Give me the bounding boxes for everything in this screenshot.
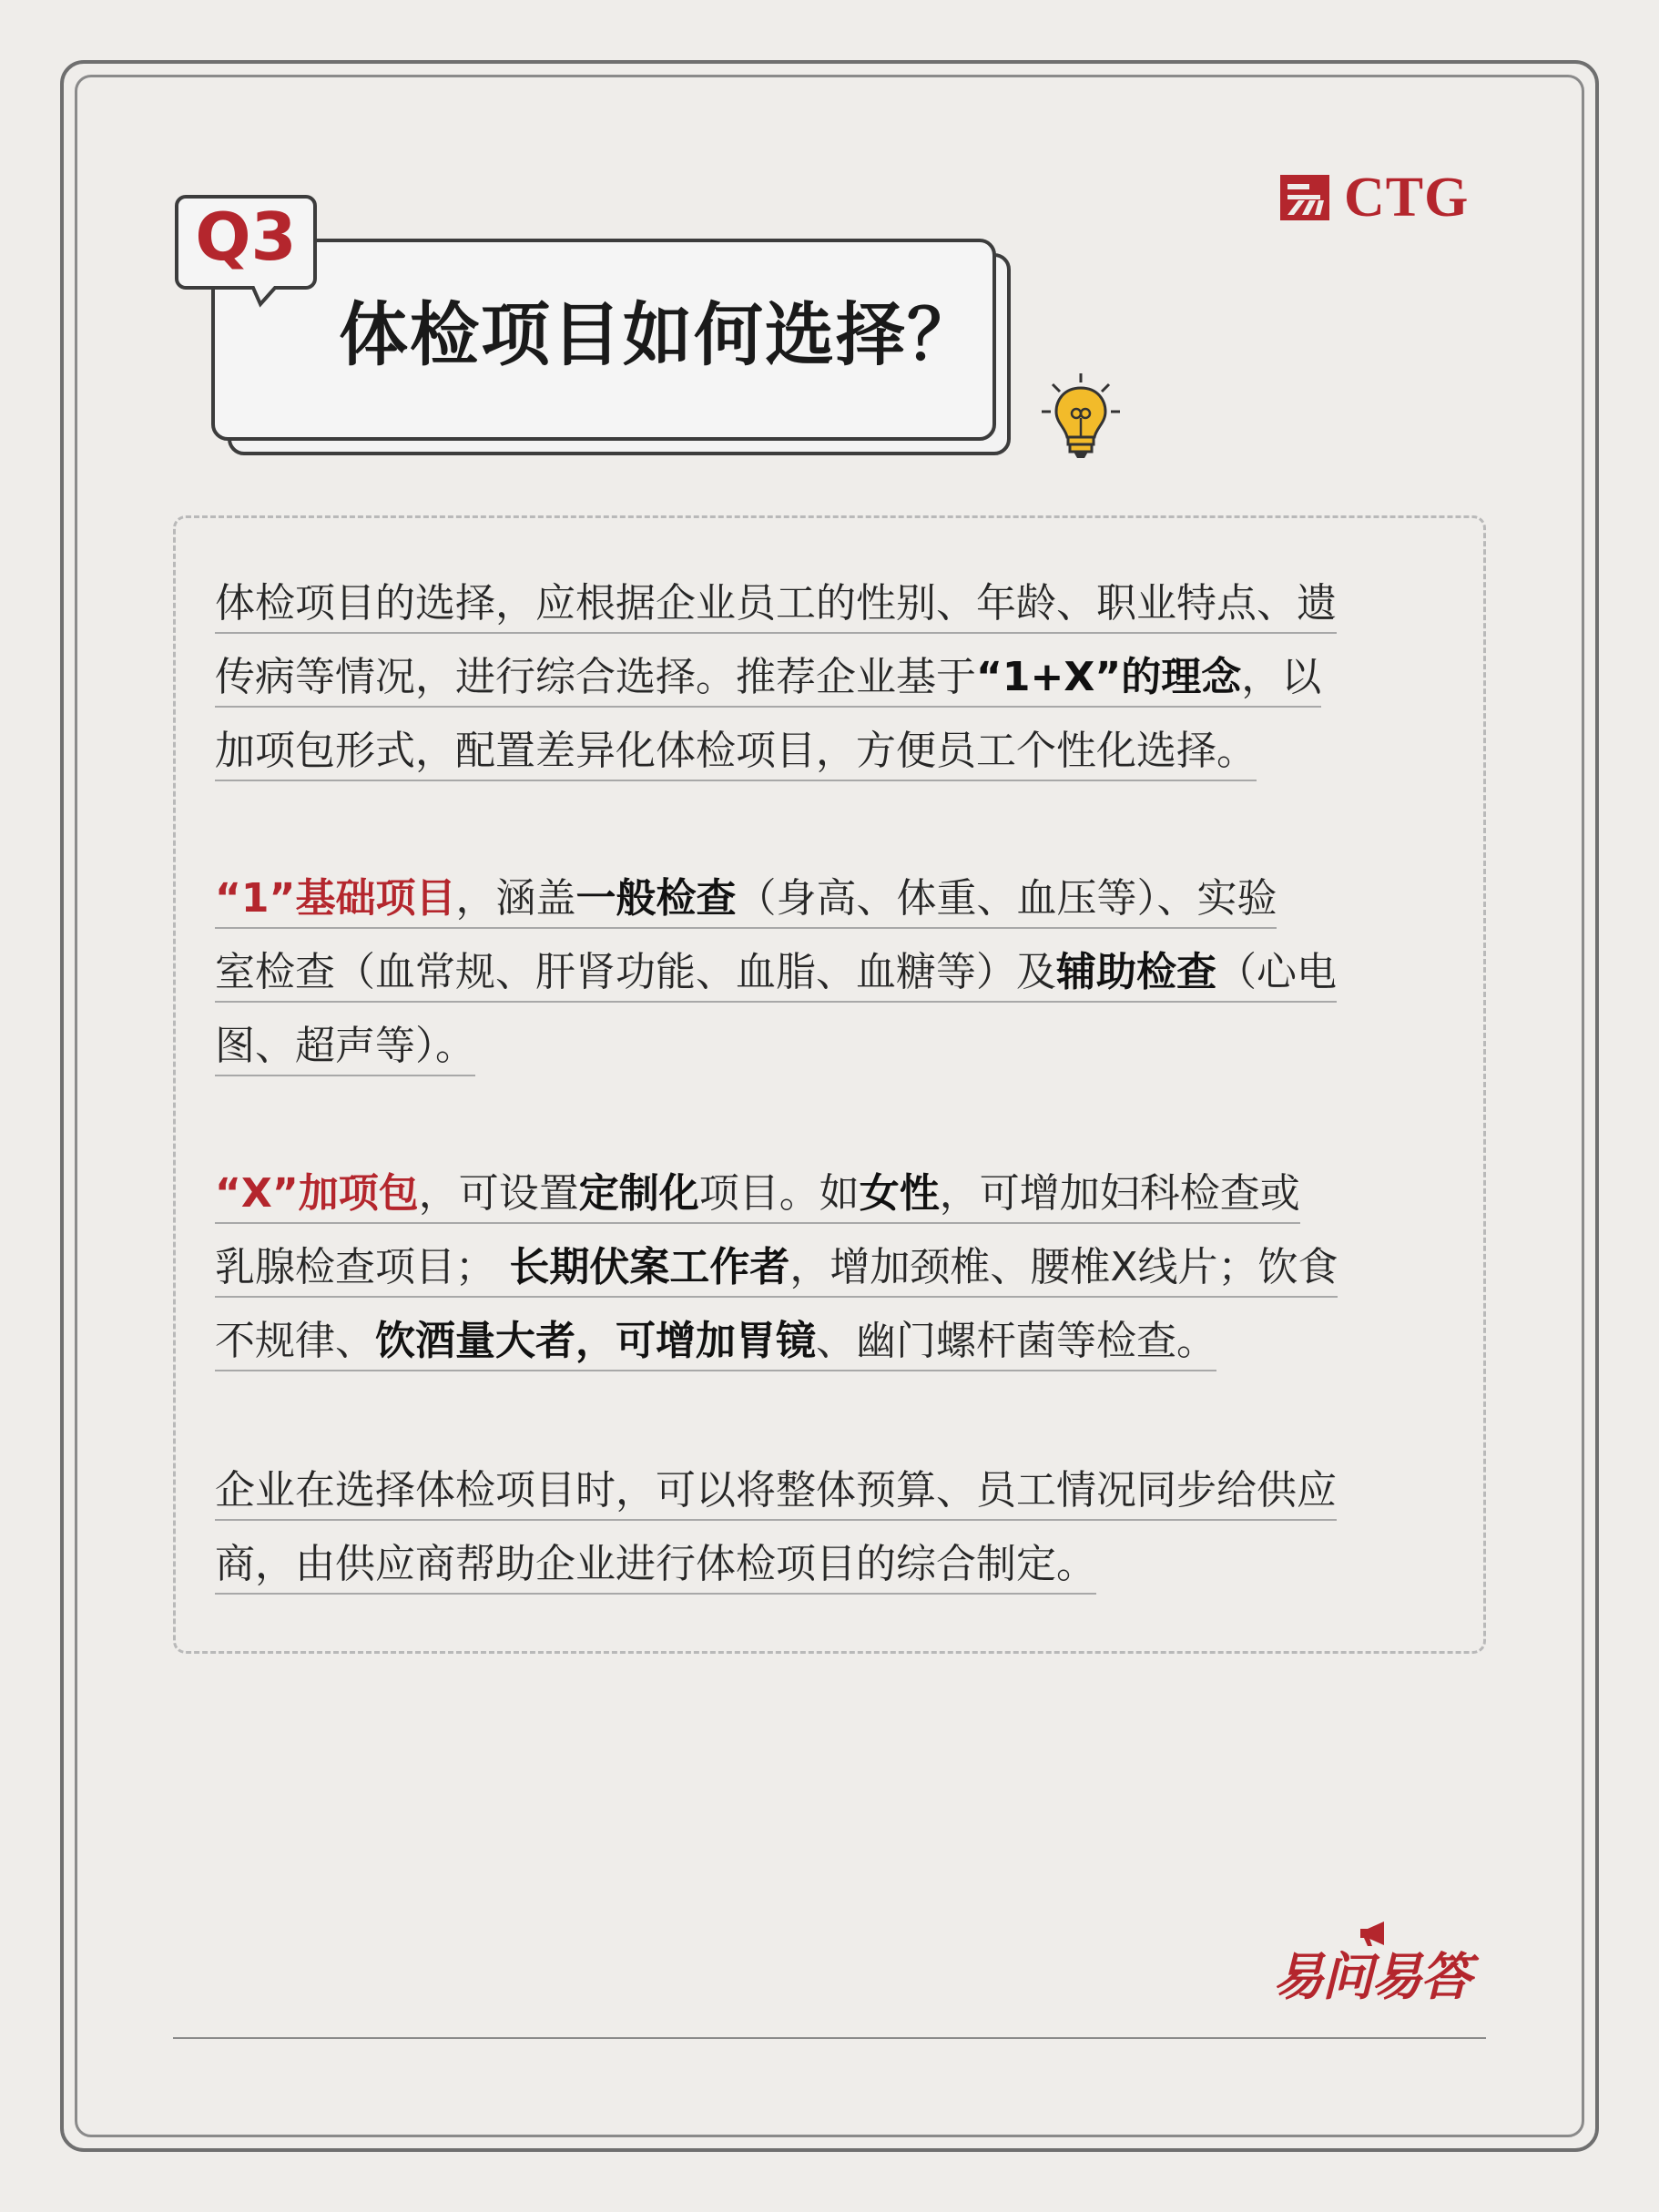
highlight-bold-text: 女性: [859, 1170, 940, 1217]
paragraph-addon-package: [215, 1157, 1444, 1378]
underlined-text: [215, 875, 1277, 929]
paragraph-line: [215, 1527, 1444, 1601]
q-badge: Q3: [195, 199, 297, 275]
underlined-text: [215, 1541, 1096, 1595]
text-segment: 项目。如: [698, 1170, 860, 1217]
ctg-logo: [1278, 167, 1470, 229]
footer-brand: 易问易答: [1273, 1948, 1470, 2007]
underlined-text: [215, 580, 1337, 634]
paragraph-selection-principle: [215, 566, 1444, 788]
underlined-text: [215, 1318, 1216, 1371]
highlight-bold-text: 饮酒量大者，可增加胃镜: [375, 1318, 816, 1364]
paragraph-line: [215, 1157, 1444, 1230]
text-segment: 室检查（血常规、肝肾功能、血脂、血糖等）及: [215, 949, 1056, 995]
text-segment: ，以: [1241, 654, 1322, 700]
text-segment: 企业在选择体检项目时，可以将整体预算、员工情况同步给供应: [215, 1467, 1337, 1514]
highlight-bold-text: 辅助检查: [1056, 949, 1216, 995]
highlight-bold-text: 长期伏案工作者: [495, 1244, 790, 1290]
highlight-bold-text: 一般检查: [575, 875, 737, 922]
ctg-logo-mark-icon: [1278, 173, 1331, 222]
underlined-text: [215, 728, 1257, 781]
megaphone-icon: [1357, 1920, 1391, 1947]
underlined-text: [215, 1467, 1337, 1521]
text-segment: （身高、体重、血压等）、实验: [736, 875, 1277, 922]
text-segment: 图、超声等）。: [215, 1023, 475, 1069]
text-segment: ，增加颈椎、腰椎X线片；饮食: [789, 1244, 1338, 1290]
highlight-bold-text: 定制化: [578, 1170, 699, 1217]
footer-divider: [173, 2037, 1486, 2039]
text-segment: ，可设置: [418, 1170, 579, 1217]
text-segment: 传病等情况，进行综合选择。推荐企业基于: [215, 654, 976, 700]
text-segment: 、幽门螺杆菌等检查。: [816, 1318, 1216, 1364]
text-segment: 加项包形式，配置差异化体检项目，方便员工个性化选择。: [215, 728, 1257, 774]
underlined-text: [215, 654, 1321, 708]
text-segment: 体检项目的选择，应根据企业员工的性别、年龄、职业特点、遗: [215, 580, 1337, 627]
paragraph-line: [215, 1009, 1444, 1083]
underlined-text: [215, 1170, 1300, 1224]
paragraph-line: [215, 861, 1444, 935]
highlight-red-text: “X”加项包: [215, 1170, 419, 1217]
text-segment: 乳腺检查项目；: [215, 1244, 495, 1290]
underlined-text: [215, 1023, 475, 1076]
paragraph-line: [215, 1304, 1444, 1378]
logo-text: CTG: [1344, 167, 1470, 229]
highlight-red-text: “1”基础项目: [215, 875, 456, 922]
paragraph-line: [215, 1230, 1444, 1304]
text-segment: （心电: [1216, 949, 1337, 995]
highlight-bold-text: “1+X”的理念: [976, 654, 1242, 700]
text-segment: 商，由供应商帮助企业进行体检项目的综合制定。: [215, 1541, 1096, 1587]
lightbulb-icon: [1040, 372, 1122, 463]
paragraph-supplier-advice: [215, 1453, 1444, 1601]
paragraph-line: [215, 935, 1444, 1009]
text-segment: ，可增加妇科检查或: [939, 1170, 1300, 1217]
paragraph-line: [215, 714, 1444, 788]
text-segment: 不规律、: [215, 1318, 375, 1364]
underlined-text: [215, 949, 1337, 1003]
paragraph-line: [215, 640, 1444, 714]
text-segment: ，涵盖: [455, 875, 576, 922]
paragraph-line: [215, 566, 1444, 640]
paragraph-line: [215, 1453, 1444, 1527]
underlined-text: [215, 1244, 1338, 1298]
paragraph-basic-items: [215, 861, 1444, 1083]
page-title: 体检项目如何选择？: [339, 294, 978, 375]
